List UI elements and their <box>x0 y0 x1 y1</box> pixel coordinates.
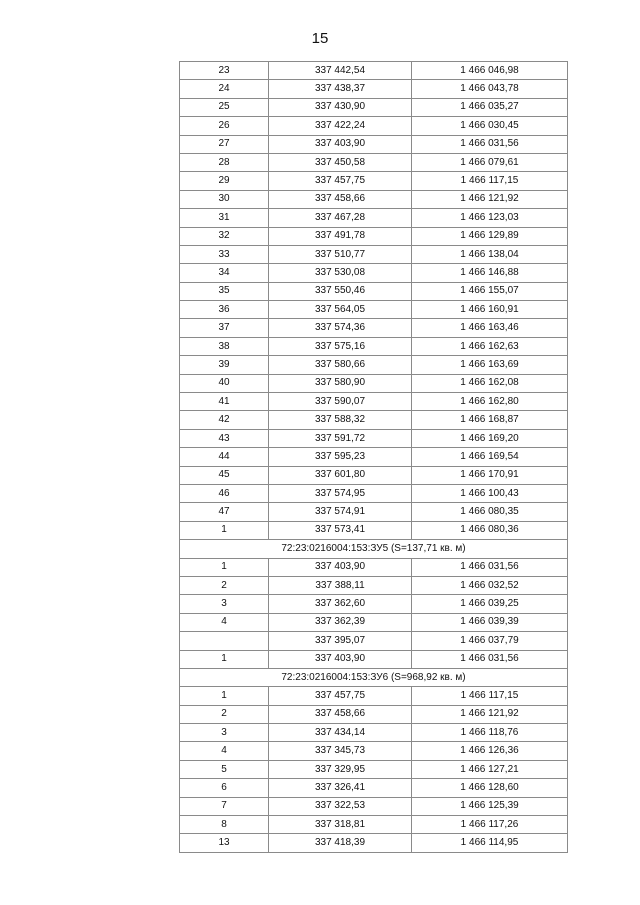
y-coordinate-cell: 1 466 117,15 <box>412 687 568 705</box>
point-number-cell: 33 <box>180 245 269 263</box>
x-coordinate-cell: 337 575,16 <box>269 337 412 355</box>
x-coordinate-cell: 337 457,75 <box>269 687 412 705</box>
y-coordinate-cell: 1 466 160,91 <box>412 301 568 319</box>
point-number-cell: 37 <box>180 319 269 337</box>
table-row <box>180 687 568 705</box>
x-coordinate-cell: 337 564,05 <box>269 301 412 319</box>
y-coordinate-cell: 1 466 168,87 <box>412 411 568 429</box>
table-row <box>180 356 568 374</box>
point-number-cell: 5 <box>180 760 269 778</box>
table-row <box>180 595 568 613</box>
y-coordinate-cell: 1 466 128,60 <box>412 779 568 797</box>
y-coordinate-cell: 1 466 032,52 <box>412 576 568 594</box>
x-coordinate-cell: 337 580,66 <box>269 356 412 374</box>
x-coordinate-cell: 337 591,72 <box>269 429 412 447</box>
y-coordinate-cell: 1 466 146,88 <box>412 264 568 282</box>
y-coordinate-cell: 1 466 163,69 <box>412 356 568 374</box>
x-coordinate-cell: 337 318,81 <box>269 816 412 834</box>
point-number-cell: 13 <box>180 834 269 852</box>
point-number-cell: 36 <box>180 301 269 319</box>
x-coordinate-cell: 337 388,11 <box>269 576 412 594</box>
y-coordinate-cell: 1 466 170,91 <box>412 466 568 484</box>
x-coordinate-cell: 337 322,53 <box>269 797 412 815</box>
point-number-cell: 1 <box>180 687 269 705</box>
point-number-cell: 46 <box>180 484 269 502</box>
table-row <box>180 742 568 760</box>
point-number-cell: 24 <box>180 80 269 98</box>
point-number-cell: 45 <box>180 466 269 484</box>
point-number-cell: 30 <box>180 190 269 208</box>
parcel-header-row <box>180 540 568 558</box>
x-coordinate-cell: 337 434,14 <box>269 724 412 742</box>
parcel-header: 72:23:0216004:153:ЗУ6 (S=968,92 кв. м) <box>180 668 568 686</box>
y-coordinate-cell: 1 466 080,35 <box>412 503 568 521</box>
x-coordinate-cell: 337 345,73 <box>269 742 412 760</box>
table-row <box>180 337 568 355</box>
y-coordinate-cell: 1 466 079,61 <box>412 153 568 171</box>
table-row <box>180 760 568 778</box>
x-coordinate-cell: 337 395,07 <box>269 632 412 650</box>
x-coordinate-cell: 337 326,41 <box>269 779 412 797</box>
point-number-cell: 27 <box>180 135 269 153</box>
y-coordinate-cell: 1 466 169,20 <box>412 429 568 447</box>
table-row <box>180 429 568 447</box>
y-coordinate-cell: 1 466 129,89 <box>412 227 568 245</box>
table-row <box>180 411 568 429</box>
page-number: 15 <box>311 30 329 47</box>
table-row <box>180 503 568 521</box>
point-number-cell: 4 <box>180 613 269 631</box>
y-coordinate-cell: 1 466 039,25 <box>412 595 568 613</box>
y-coordinate-cell: 1 466 114,95 <box>412 834 568 852</box>
y-coordinate-cell: 1 466 030,45 <box>412 117 568 135</box>
point-number-cell: 1 <box>180 521 269 539</box>
x-coordinate-cell: 337 458,66 <box>269 705 412 723</box>
table-row <box>180 558 568 576</box>
x-coordinate-cell: 337 588,32 <box>269 411 412 429</box>
point-number-cell: 8 <box>180 816 269 834</box>
y-coordinate-cell: 1 466 100,43 <box>412 484 568 502</box>
table-row <box>180 62 568 80</box>
y-coordinate-cell: 1 466 039,39 <box>412 613 568 631</box>
table-row <box>180 521 568 539</box>
y-coordinate-cell: 1 466 121,92 <box>412 705 568 723</box>
x-coordinate-cell: 337 422,24 <box>269 117 412 135</box>
y-coordinate-cell: 1 466 169,54 <box>412 448 568 466</box>
parcel-header-row <box>180 668 568 686</box>
coordinates-table-body <box>180 62 568 853</box>
x-coordinate-cell: 337 438,37 <box>269 80 412 98</box>
x-coordinate-cell: 337 458,66 <box>269 190 412 208</box>
y-coordinate-cell: 1 466 031,56 <box>412 558 568 576</box>
point-number-cell: 34 <box>180 264 269 282</box>
y-coordinate-cell: 1 466 162,80 <box>412 393 568 411</box>
y-coordinate-cell: 1 466 117,15 <box>412 172 568 190</box>
table-row <box>180 227 568 245</box>
x-coordinate-cell: 337 590,07 <box>269 393 412 411</box>
point-number-cell: 40 <box>180 374 269 392</box>
table-row <box>180 724 568 742</box>
table-row <box>180 98 568 116</box>
point-number-cell: 47 <box>180 503 269 521</box>
y-coordinate-cell: 1 466 117,26 <box>412 816 568 834</box>
y-coordinate-cell: 1 466 162,63 <box>412 337 568 355</box>
point-number-cell: 3 <box>180 724 269 742</box>
point-number-cell: 28 <box>180 153 269 171</box>
y-coordinate-cell: 1 466 043,78 <box>412 80 568 98</box>
x-coordinate-cell: 337 573,41 <box>269 521 412 539</box>
point-number-cell: 26 <box>180 117 269 135</box>
x-coordinate-cell: 337 430,90 <box>269 98 412 116</box>
table-row <box>180 484 568 502</box>
y-coordinate-cell: 1 466 031,56 <box>412 650 568 668</box>
table-row <box>180 209 568 227</box>
table-row <box>180 190 568 208</box>
x-coordinate-cell: 337 601,80 <box>269 466 412 484</box>
table-row <box>180 301 568 319</box>
point-number-cell: 29 <box>180 172 269 190</box>
point-number-cell: 6 <box>180 779 269 797</box>
y-coordinate-cell: 1 466 046,98 <box>412 62 568 80</box>
x-coordinate-cell: 337 580,90 <box>269 374 412 392</box>
point-number-cell: 1 <box>180 650 269 668</box>
x-coordinate-cell: 337 595,23 <box>269 448 412 466</box>
table-row <box>180 448 568 466</box>
y-coordinate-cell: 1 466 121,92 <box>412 190 568 208</box>
table-row <box>180 282 568 300</box>
table-row <box>180 576 568 594</box>
point-number-cell: 7 <box>180 797 269 815</box>
table-row <box>180 705 568 723</box>
point-number-cell: 39 <box>180 356 269 374</box>
point-number-cell: 3 <box>180 595 269 613</box>
point-number-cell: 38 <box>180 337 269 355</box>
y-coordinate-cell: 1 466 162,08 <box>412 374 568 392</box>
x-coordinate-cell: 337 530,08 <box>269 264 412 282</box>
coordinates-table <box>179 61 568 853</box>
x-coordinate-cell: 337 403,90 <box>269 135 412 153</box>
x-coordinate-cell: 337 329,95 <box>269 760 412 778</box>
x-coordinate-cell: 337 403,90 <box>269 558 412 576</box>
x-coordinate-cell: 337 403,90 <box>269 650 412 668</box>
table-row <box>180 172 568 190</box>
table-row <box>180 797 568 815</box>
y-coordinate-cell: 1 466 080,36 <box>412 521 568 539</box>
y-coordinate-cell: 1 466 125,39 <box>412 797 568 815</box>
y-coordinate-cell: 1 466 126,36 <box>412 742 568 760</box>
point-number-cell: 1 <box>180 558 269 576</box>
point-number-cell: 31 <box>180 209 269 227</box>
y-coordinate-cell: 1 466 123,03 <box>412 209 568 227</box>
table-row <box>180 80 568 98</box>
point-number-cell: 2 <box>180 576 269 594</box>
point-number-cell: 35 <box>180 282 269 300</box>
table-row <box>180 632 568 650</box>
point-number-cell: 42 <box>180 411 269 429</box>
point-number-cell: 43 <box>180 429 269 447</box>
table-row <box>180 613 568 631</box>
table-row <box>180 779 568 797</box>
y-coordinate-cell: 1 466 155,07 <box>412 282 568 300</box>
point-number-cell: 44 <box>180 448 269 466</box>
table-row <box>180 834 568 852</box>
parcel-header: 72:23:0216004:153:ЗУ5 (S=137,71 кв. м) <box>180 540 568 558</box>
table-row <box>180 245 568 263</box>
point-number-cell: 41 <box>180 393 269 411</box>
x-coordinate-cell: 337 574,36 <box>269 319 412 337</box>
y-coordinate-cell: 1 466 163,46 <box>412 319 568 337</box>
x-coordinate-cell: 337 574,91 <box>269 503 412 521</box>
point-number-cell: 4 <box>180 742 269 760</box>
x-coordinate-cell: 337 450,58 <box>269 153 412 171</box>
x-coordinate-cell: 337 418,39 <box>269 834 412 852</box>
x-coordinate-cell: 337 457,75 <box>269 172 412 190</box>
table-row <box>180 153 568 171</box>
x-coordinate-cell: 337 467,28 <box>269 209 412 227</box>
x-coordinate-cell: 337 510,77 <box>269 245 412 263</box>
x-coordinate-cell: 337 574,95 <box>269 484 412 502</box>
x-coordinate-cell: 337 362,60 <box>269 595 412 613</box>
y-coordinate-cell: 1 466 035,27 <box>412 98 568 116</box>
point-number-cell <box>180 632 269 650</box>
y-coordinate-cell: 1 466 031,56 <box>412 135 568 153</box>
table-row <box>180 374 568 392</box>
point-number-cell: 2 <box>180 705 269 723</box>
x-coordinate-cell: 337 550,46 <box>269 282 412 300</box>
table-row <box>180 135 568 153</box>
table-row <box>180 264 568 282</box>
y-coordinate-cell: 1 466 138,04 <box>412 245 568 263</box>
table-row <box>180 117 568 135</box>
table-row <box>180 319 568 337</box>
table-row <box>180 650 568 668</box>
table-row <box>180 816 568 834</box>
x-coordinate-cell: 337 442,54 <box>269 62 412 80</box>
point-number-cell: 32 <box>180 227 269 245</box>
point-number-cell: 25 <box>180 98 269 116</box>
point-number-cell: 23 <box>180 62 269 80</box>
y-coordinate-cell: 1 466 118,76 <box>412 724 568 742</box>
y-coordinate-cell: 1 466 127,21 <box>412 760 568 778</box>
x-coordinate-cell: 337 491,78 <box>269 227 412 245</box>
x-coordinate-cell: 337 362,39 <box>269 613 412 631</box>
table-row <box>180 393 568 411</box>
table-row <box>180 466 568 484</box>
y-coordinate-cell: 1 466 037,79 <box>412 632 568 650</box>
